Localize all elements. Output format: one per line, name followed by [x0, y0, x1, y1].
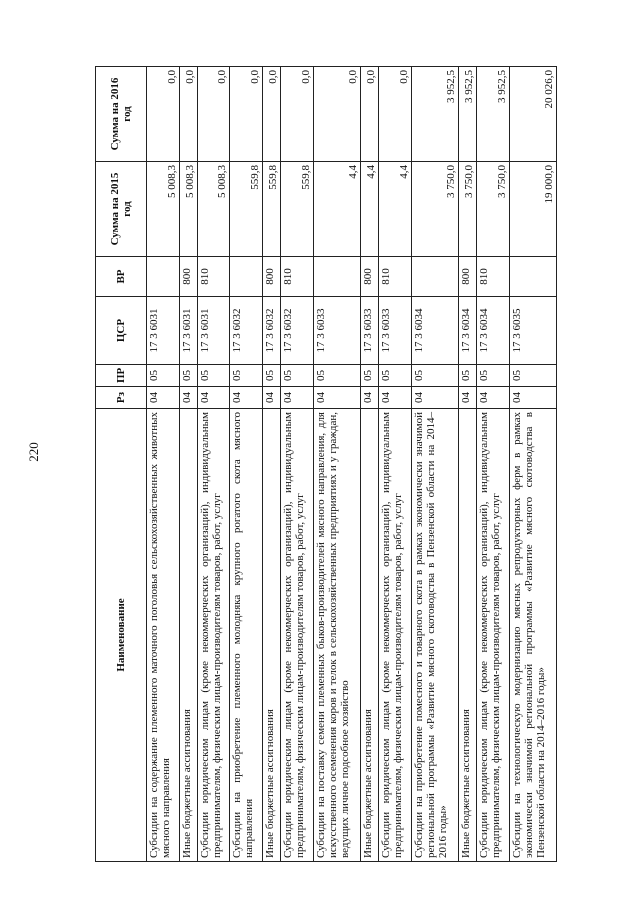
cell-sum-2015: 3 750,0: [477, 162, 510, 257]
cell-sum-2016: 0,0: [263, 67, 281, 162]
table-row: [313, 67, 360, 862]
cell-rz: 04: [179, 387, 197, 409]
table-row: [179, 67, 197, 862]
cell-rz: 04: [509, 387, 556, 409]
cell-sum-2016: 0,0: [197, 67, 230, 162]
cell-pr: 05: [179, 365, 197, 387]
cell-vr: [230, 257, 263, 297]
table-row: [477, 67, 510, 862]
cell-sum-2016: 0,0: [361, 67, 379, 162]
rotated-table-container: [95, 67, 557, 862]
cell-sum-2015: 4,4: [379, 162, 412, 257]
cell-sum-2015: 4,4: [361, 162, 379, 257]
cell-name: Иные бюджетные ассигнования: [458, 409, 476, 862]
header-rz: Рз: [96, 387, 147, 409]
table-row: [361, 67, 379, 862]
cell-name: Субсидии на поставку семени племенных быков-производителей мясного направления, для искусственного осеменения коров и телок в сельскохозяйственных предприятиях и у граждан, ведущих личное подсобное хозяйство: [313, 409, 360, 862]
cell-sum-2016: 3 952,5: [477, 67, 510, 162]
cell-name: Субсидии юридическим лицам (кроме некоммерческих организаций), индивидуальным предпринимателям, физическим лицам-производителям товаров, работ, услуг: [379, 409, 412, 862]
cell-pr: 05: [147, 365, 180, 387]
cell-csr: 17 3 6032: [281, 297, 314, 365]
cell-rz: 04: [263, 387, 281, 409]
cell-pr: 05: [281, 365, 314, 387]
header-sum-2016: Сумма на 2016 год: [96, 67, 147, 162]
cell-sum-2016: 0,0: [147, 67, 180, 162]
cell-name: Субсидии на содержание племенного маточного поголовья сельскохозяйственных животных мясного направления: [147, 409, 180, 862]
cell-vr: [147, 257, 180, 297]
cell-sum-2016: 0,0: [313, 67, 360, 162]
cell-vr: 810: [477, 257, 510, 297]
cell-sum-2015: 559,8: [263, 162, 281, 257]
table-row: [509, 67, 556, 862]
cell-csr: 17 3 6031: [179, 297, 197, 365]
cell-pr: 05: [230, 365, 263, 387]
cell-pr: 05: [197, 365, 230, 387]
cell-pr: 05: [313, 365, 360, 387]
cell-rz: 04: [147, 387, 180, 409]
cell-sum-2015: 19 000,0: [509, 162, 556, 257]
cell-sum-2015: 559,8: [230, 162, 263, 257]
cell-csr: 17 3 6031: [197, 297, 230, 365]
cell-sum-2016: 0,0: [179, 67, 197, 162]
cell-name: Субсидии юридическим лицам (кроме некоммерческих организаций), индивидуальным предпринимателям, физическим лицам-производителям товаров, работ, услуг: [197, 409, 230, 862]
cell-pr: 05: [458, 365, 476, 387]
table-row: [230, 67, 263, 862]
cell-csr: 17 3 6033: [313, 297, 360, 365]
header-csr: ЦСР: [96, 297, 147, 365]
cell-sum-2016: 0,0: [230, 67, 263, 162]
cell-name: Иные бюджетные ассигнования: [361, 409, 379, 862]
cell-name: Субсидии юридическим лицам (кроме некоммерческих организаций), индивидуальным предпринимателям, физическим лицам-производителям товаров, работ, услуг: [477, 409, 510, 862]
cell-pr: 05: [379, 365, 412, 387]
cell-csr: 17 3 6033: [361, 297, 379, 365]
cell-sum-2016: 0,0: [281, 67, 314, 162]
cell-pr: 05: [361, 365, 379, 387]
cell-name: Субсидии на технологическую модернизацию мясных репродукторных ферм в рамках экономически значимой региональной программы «Развитие мясного скотоводства в Пензенской области на 2014–2016 годы»: [509, 409, 556, 862]
cell-rz: 04: [411, 387, 458, 409]
cell-rz: 04: [230, 387, 263, 409]
cell-sum-2016: 3 952,5: [411, 67, 458, 162]
cell-csr: 17 3 6032: [263, 297, 281, 365]
cell-csr: 17 3 6032: [230, 297, 263, 365]
cell-csr: 17 3 6035: [509, 297, 556, 365]
cell-pr: 05: [509, 365, 556, 387]
cell-vr: 810: [197, 257, 230, 297]
cell-pr: 05: [263, 365, 281, 387]
cell-rz: 04: [361, 387, 379, 409]
cell-csr: 17 3 6034: [411, 297, 458, 365]
cell-sum-2016: 3 952,5: [458, 67, 476, 162]
cell-csr: 17 3 6034: [477, 297, 510, 365]
cell-csr: 17 3 6034: [458, 297, 476, 365]
cell-sum-2016: 0,0: [379, 67, 412, 162]
cell-rz: 04: [477, 387, 510, 409]
cell-name: Субсидии на приобретение помесного и товарного скота в рамках экономически значимой региональной программы «Развитие мясного скотоводства в Пензенской области на 2014–2016 годы»: [411, 409, 458, 862]
page-number: 220: [26, 442, 41, 462]
table-row: [281, 67, 314, 862]
table-row: [379, 67, 412, 862]
cell-pr: 05: [477, 365, 510, 387]
cell-sum-2015: 3 750,0: [458, 162, 476, 257]
cell-vr: [313, 257, 360, 297]
table-row: [263, 67, 281, 862]
cell-rz: 04: [281, 387, 314, 409]
cell-rz: 04: [458, 387, 476, 409]
cell-vr: 800: [458, 257, 476, 297]
cell-vr: [411, 257, 458, 297]
cell-vr: 800: [179, 257, 197, 297]
header-sum-2015: Сумма на 2015 год: [96, 162, 147, 257]
cell-sum-2015: 5 008,3: [147, 162, 180, 257]
budget-table: [95, 66, 557, 862]
cell-rz: 04: [379, 387, 412, 409]
cell-vr: 800: [361, 257, 379, 297]
cell-csr: 17 3 6033: [379, 297, 412, 365]
cell-name: Субсидии юридическим лицам (кроме некоммерческих организаций), индивидуальным предпринимателям, физическим лицам-производителям товаров, работ, услуг: [281, 409, 314, 862]
cell-rz: 04: [313, 387, 360, 409]
table-row: [411, 67, 458, 862]
cell-name: Иные бюджетные ассигнования: [263, 409, 281, 862]
table-row: [147, 67, 180, 862]
cell-sum-2015: 559,8: [281, 162, 314, 257]
header-vr: ВР: [96, 257, 147, 297]
cell-sum-2015: 3 750,0: [411, 162, 458, 257]
cell-sum-2016: 20 026,0: [509, 67, 556, 162]
cell-name: Субсидии на приобретение племенного молодняка крупного рогатого скота мясного направления: [230, 409, 263, 862]
cell-sum-2015: 5 008,3: [179, 162, 197, 257]
cell-sum-2015: 5 008,3: [197, 162, 230, 257]
cell-vr: 800: [263, 257, 281, 297]
table-row: [458, 67, 476, 862]
cell-csr: 17 3 6031: [147, 297, 180, 365]
header-pr: ПР: [96, 365, 147, 387]
cell-sum-2015: 4,4: [313, 162, 360, 257]
table-header-row: [96, 67, 147, 862]
cell-vr: [509, 257, 556, 297]
cell-vr: 810: [281, 257, 314, 297]
cell-rz: 04: [197, 387, 230, 409]
cell-name: Иные бюджетные ассигнования: [179, 409, 197, 862]
header-name: Наименование: [96, 409, 147, 862]
cell-pr: 05: [411, 365, 458, 387]
cell-vr: 810: [379, 257, 412, 297]
table-row: [197, 67, 230, 862]
